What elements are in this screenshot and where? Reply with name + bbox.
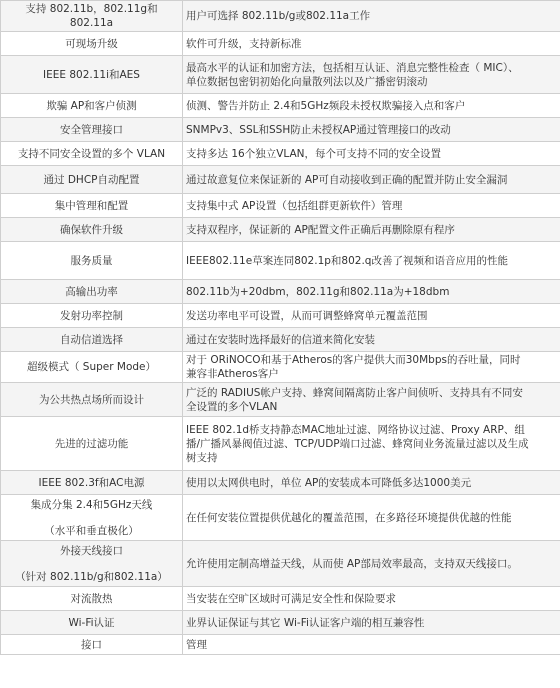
description-text: IEEE 802.1d桥支持静态MAC地址过滤、网络协议过滤、Proxy ARP、组 — [186, 423, 525, 436]
feature-text: 可现场升级 — [65, 37, 118, 50]
table-row — [1, 328, 560, 352]
spec-table-body — [1, 1, 560, 655]
feature-text: 支持 802.11b，802.11g和 — [25, 3, 158, 15]
description-cell — [183, 541, 560, 587]
description-cell — [183, 218, 560, 242]
description-text: 管理 — [186, 638, 207, 651]
description-cell — [183, 383, 560, 417]
description-cell — [183, 611, 560, 635]
feature-text: 发射功率控制 — [60, 309, 123, 322]
feature-cell — [1, 1, 183, 32]
feature-cell — [1, 242, 183, 280]
feature-cell — [1, 611, 183, 635]
feature-cell — [1, 495, 183, 541]
description-text: 侦测、警告并防止 2.4和5GHz频段未授权欺骗接入点和客户 — [186, 99, 466, 112]
feature-cell — [1, 218, 183, 242]
table-row — [1, 541, 560, 587]
feature-text: 服务质量 — [70, 254, 113, 267]
feature-cell — [1, 541, 183, 587]
description-text: 使用以太网供电时，单位 AP的安装成本可降低多达1000美元 — [186, 476, 472, 489]
table-row — [1, 218, 560, 242]
description-text: 用户可选择 802.11b/g或802.11a工作 — [186, 10, 371, 22]
table-row — [1, 1, 560, 32]
description-text: 软件可升级，支持新标准 — [186, 37, 302, 50]
table-row — [1, 242, 560, 280]
description-text: 通过在安装时选择最好的信道来简化安装 — [186, 333, 375, 346]
feature-text: 802.11a — [69, 17, 114, 29]
feature-text: 欺骗 AP和客户侦测 — [46, 99, 137, 112]
description-cell — [183, 142, 560, 166]
table-row — [1, 32, 560, 56]
feature-cell — [1, 635, 183, 655]
description-cell — [183, 94, 560, 118]
description-cell — [183, 635, 560, 655]
description-text: 对于 ORiNOCO和基于Atheros的客户提供大而30Mbps的吞吐量，同时 — [186, 354, 521, 366]
table-row — [1, 94, 560, 118]
table-row — [1, 194, 560, 218]
description-text: 兼容非Atheros客户 — [186, 368, 279, 380]
description-cell — [183, 417, 560, 471]
feature-cell — [1, 280, 183, 304]
feature-cell — [1, 471, 183, 495]
feature-text: 高输出功率 — [65, 285, 118, 298]
feature-text: 为公共热点场所而设计 — [39, 393, 144, 406]
description-cell — [183, 304, 560, 328]
feature-cell — [1, 166, 183, 194]
description-cell — [183, 32, 560, 56]
feature-text: 通过 DHCP自动配置 — [43, 173, 140, 186]
feature-text: 安全管理接口 — [60, 123, 123, 136]
feature-cell — [1, 32, 183, 56]
feature-cell — [1, 352, 183, 383]
description-cell — [183, 352, 560, 383]
table-row — [1, 635, 560, 655]
table-row — [1, 118, 560, 142]
feature-cell — [1, 118, 183, 142]
feature-text: IEEE 802.3f和AC电源 — [38, 476, 145, 489]
description-text: 支持多达 16个独立VLAN，每个可支持不同的安全设置 — [186, 147, 442, 160]
feature-cell — [1, 142, 183, 166]
description-cell — [183, 166, 560, 194]
table-row — [1, 383, 560, 417]
table-row — [1, 280, 560, 304]
description-text: IEEE802.11e草案连同802.1p和802.q改善了视频和语音应用的性能 — [186, 254, 508, 267]
table-row — [1, 56, 560, 94]
feature-text: 接口 — [81, 638, 102, 651]
feature-text: 外接天线接口 — [60, 544, 123, 557]
description-text: 单位数据包密钥初始化向量散列法以及广播密钥滚动 — [186, 75, 428, 88]
feature-text: 集中管理和配置 — [54, 199, 129, 212]
feature-text: （针对 802.11b/g和802.11a） — [15, 570, 168, 583]
feature-cell — [1, 56, 183, 94]
feature-text: 确保软件升级 — [60, 223, 123, 236]
feature-text: 集成分集 2.4和5GHz天线 — [30, 498, 153, 511]
table-row — [1, 611, 560, 635]
feature-text: 超级模式（ Super Mode） — [26, 361, 157, 373]
feature-cell — [1, 587, 183, 611]
table-row — [1, 587, 560, 611]
feature-text: 自动信道选择 — [60, 333, 123, 346]
table-row — [1, 495, 560, 541]
description-cell — [183, 118, 560, 142]
description-text: 最高水平的认证和加密方法，包括相互认证、消息完整性检查（ MIC）、 — [186, 61, 519, 74]
table-row — [1, 166, 560, 194]
description-text: 发送功率电平可设置，从而可调整蜂窝单元覆盖范围 — [186, 309, 428, 322]
description-text: 播/广播风暴阀值过滤、TCP/UDP端口过滤、蜂窝间业务流量过滤以及生成 — [186, 437, 529, 450]
table-row — [1, 417, 560, 471]
table-row — [1, 352, 560, 383]
feature-cell — [1, 383, 183, 417]
description-text: 802.11b为+20dbm，802.11g和802.11a为+18dbm — [186, 285, 450, 298]
feature-text: Wi-Fi认证 — [68, 616, 115, 629]
feature-cell — [1, 94, 183, 118]
feature-text: 对流散热 — [70, 592, 113, 605]
feature-text: IEEE 802.11i和AES — [43, 68, 140, 81]
description-text: 广泛的 RADIUS帐户支持、蜂窝间隔离防止客户间侦听、支持具有不同安 — [186, 386, 523, 399]
description-text: 在任何安装位置提供优越化的覆盖范围，在多路径环境提供优越的性能 — [186, 511, 512, 524]
description-cell — [183, 280, 560, 304]
feature-text: 先进的过滤功能 — [54, 437, 129, 450]
description-cell — [183, 495, 560, 541]
description-text: 支持双程序，保证新的 AP配置文件正确后再删除原有程序 — [186, 223, 455, 236]
feature-text: 支持不同安全设置的多个 VLAN — [17, 147, 166, 160]
description-text: 业界认证保证与其它 Wi-Fi认证客户端的相互兼容性 — [186, 616, 425, 629]
feature-cell — [1, 304, 183, 328]
description-cell — [183, 1, 560, 32]
description-text: SNMPv3、SSL和SSH防止未授权AP通过管理接口的改动 — [186, 123, 451, 136]
description-cell — [183, 587, 560, 611]
description-text: 当安装在空旷区域时可满足安全性和保险要求 — [186, 592, 396, 605]
feature-cell — [1, 417, 183, 471]
table-row — [1, 142, 560, 166]
description-cell — [183, 56, 560, 94]
feature-cell — [1, 194, 183, 218]
feature-text: （水平和垂直极化） — [44, 524, 139, 537]
description-cell — [183, 194, 560, 218]
table-row — [1, 471, 560, 495]
description-cell — [183, 471, 560, 495]
table-row — [1, 304, 560, 328]
description-text: 树支持 — [186, 451, 218, 464]
description-cell — [183, 328, 560, 352]
description-text: 允许使用定制高增益天线，从而使 AP部局效率最高，支持双天线接口。 — [186, 557, 518, 570]
description-cell — [183, 242, 560, 280]
description-text: 支持集中式 AP设置（包括组群更新软件）管理 — [186, 199, 403, 212]
feature-cell — [1, 328, 183, 352]
description-text: 全设置的多个VLAN — [186, 400, 278, 413]
description-text: 通过故意复位来保证新的 AP可自动接收到正确的配置并防止安全漏洞 — [186, 173, 508, 186]
